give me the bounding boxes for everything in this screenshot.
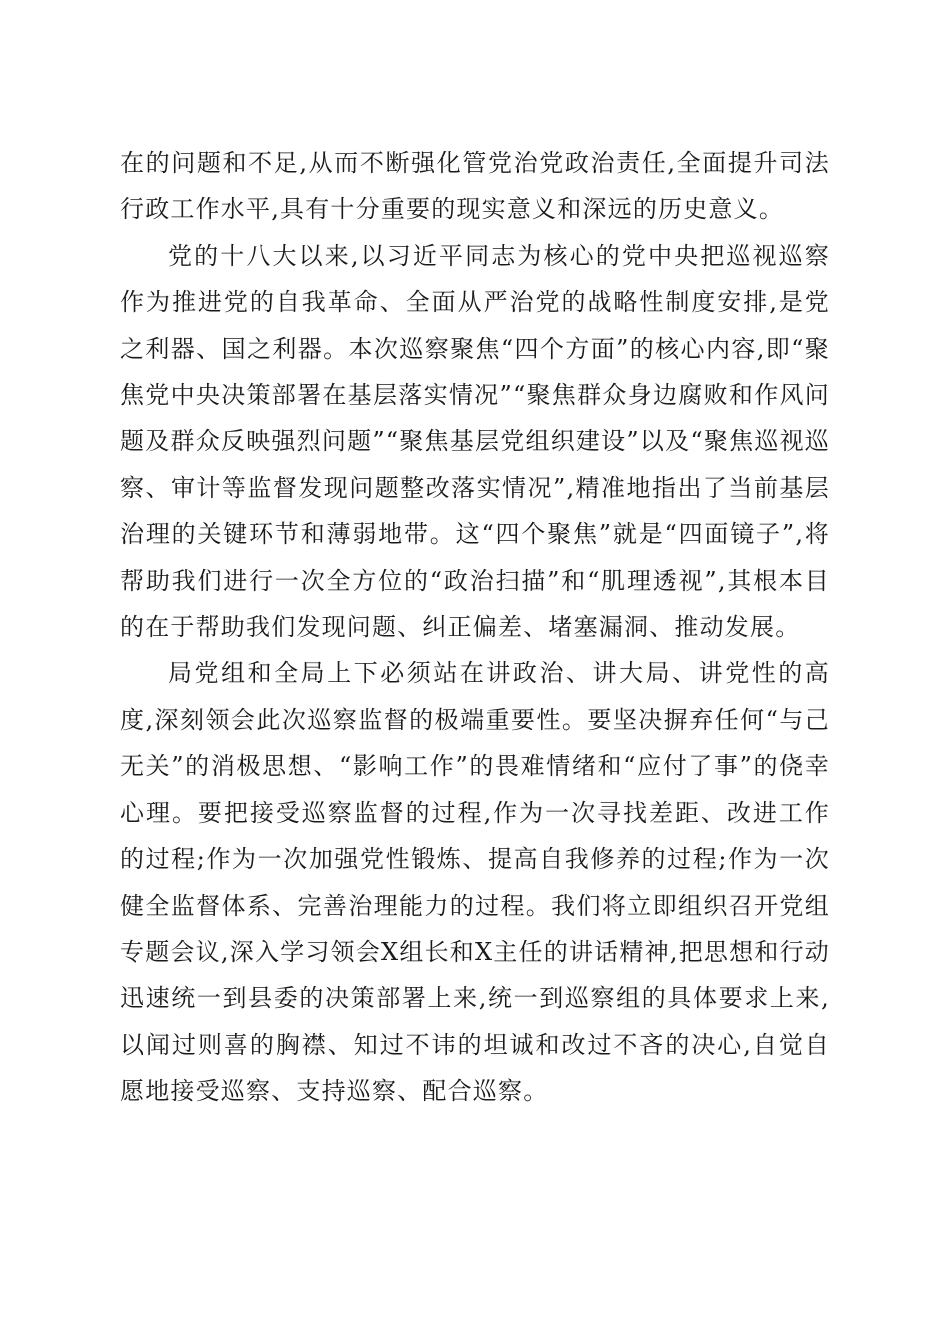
paragraph-party-group-commitment: 局党组和全局上下必须站在讲政治、讲大局、讲党性的高度,深刻领会此次巡察监督的极端重要性。要坚决摒弃任何“与己无关”的消极思想、“影响工作”的畏难情绪和“应付了事”的侥幸心理。要把接受巡察监督的过程,作为一次寻找差距、改进工作的过程;作为一次加强党性锻炼、提高自我修养的过程;作为一次健全监督体系、完善治理能力的过程。我们将立即组织召开党组专题会议,深入学习领会X组长和X主任的讲话精神,把思想和行动迅速统一到县委的决策部署上来,统一到巡察组的具体要求上来,以闻过则喜的胸襟、知过不讳的坦诚和改过不吝的决心,自觉自愿地接受巡察、支持巡察、配合巡察。 xyxy=(120,659,830,1106)
document-body xyxy=(120,140,830,1115)
paragraph-continuation: 在的问题和不足,从而不断强化管党治党政治责任,全面提升司法行政工作水平,具有十分重要的现实意义和深远的历史意义。 xyxy=(120,149,830,224)
paragraph-inspection-focus: 党的十八大以来,以习近平同志为核心的党中央把巡视巡察作为推进党的自我革命、全面从严治党的战略性制度安排,是党之利器、国之利器。本次巡察聚焦“四个方面”的核心内容,即“聚焦党中央决策部署在基层落实情况”“聚焦群众身边腐败和作风问题及群众反映强烈问题”“聚焦基层党组织建设”以及“聚焦巡视巡察、审计等监督发现问题整改落实情况”,精准地指出了当前基层治理的关键环节和薄弱地带。这“四个聚焦”就是“四面镜子”,将帮助我们进行一次全方位的“政治扫描”和“肌理透视”,其根本目的在于帮助我们发现问题、纠正偏差、堵塞漏洞、推动发展。 xyxy=(120,241,830,642)
